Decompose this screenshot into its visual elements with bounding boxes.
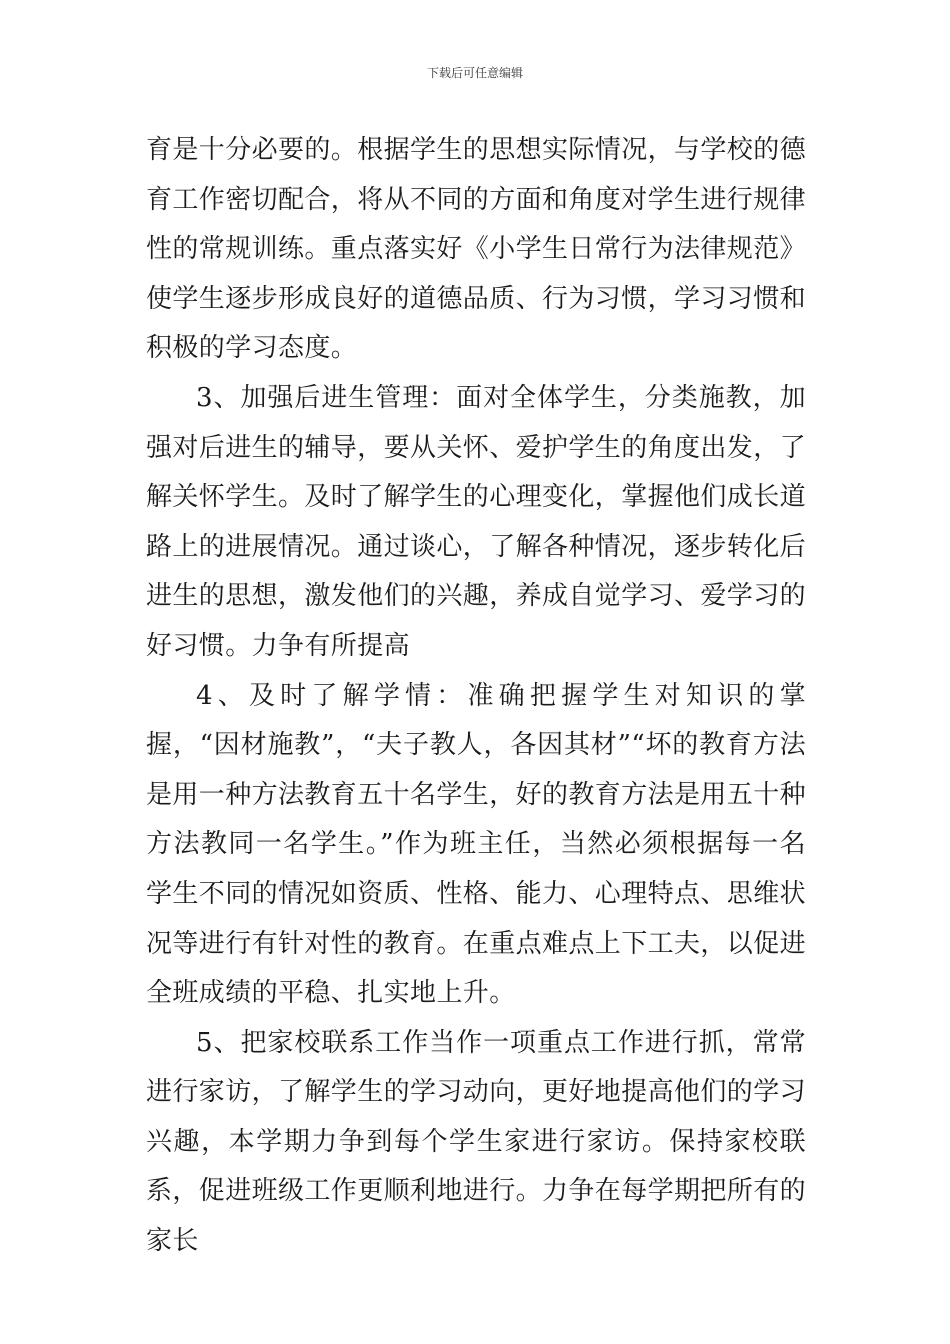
paragraph-item-5: 5、把家校联系工作当作一项重点工作进行抓，常常进行家访，了解学生的学习动向，更好地提高他们的学习兴趣，本学期力争到每个学生家进行家访。保持家校联系，促进班级工作更顺利地进行。力争在每学期把所有的家长 [146,1027,807,1257]
paragraph-continuation: 育是十分必要的。根据学生的思想实际情况，与学校的德育工作密切配合，将从不同的方面和角度对学生进行规律性的常规训练。重点落实好《小学生日常行为法律规范》使学生逐步形成良好的道德品质、行为习惯，学习习惯和积极的学习态度。 [146,135,807,364]
paragraph-item-4: 4、及时了解学情：准确把握学生对知识的掌握，“因材施教”，“夫子教人，各因其材”“坏的教育方法是用一种方法教育五十名学生，好的教育方法是用五十种方法教同一名学生。”作为班主任，当然必须根据每一名学生不同的情况如资质、性格、能力、心理特点、思维状况等进行有针对性的教育。在重点难点上下工夫，以促进全班成绩的平稳、扎实地上升。 [146,680,807,1009]
page-header: 下载后可任意编辑 [426,66,523,80]
paragraph-item-3: 3、加强后进生管理：面对全体学生，分类施教，加强对后进生的辅导，要从关怀、爱护学生的角度出发，了解关怀学生。及时了解学生的心理变化，掌握他们成长道路上的进展情况。通过谈心，了解各种情况，逐步转化后进生的思想，激发他们的兴趣，养成自觉学习、爱学习的好习惯。力争有所提高 [146,382,807,661]
document-body [146,126,806,1267]
